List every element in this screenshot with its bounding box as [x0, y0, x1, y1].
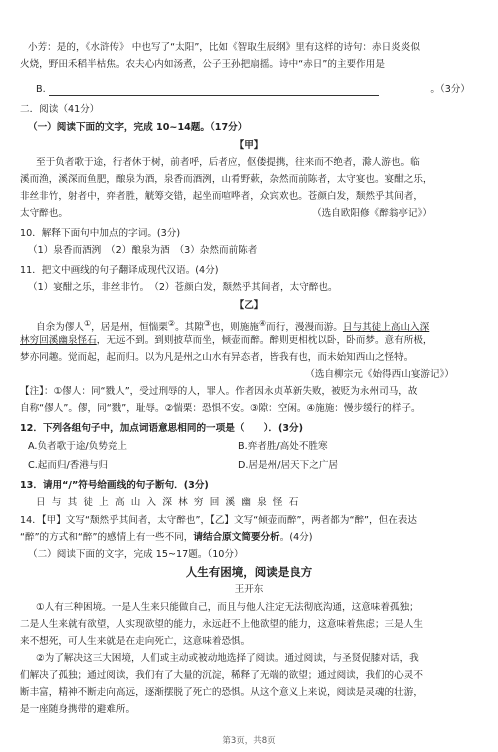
essay-author: 王开东: [234, 584, 264, 595]
essay-p2-line: 断丰富，精神不断走向高远，逐渐摆脱了死亡的恐惧。从这个意义上来说，阅读是灵魂的壮游，: [20, 687, 423, 698]
text-a-source: （选自欧阳修《醉翁亭记》）: [312, 208, 432, 219]
text-a-line: 至于负者歌于途，行者休于树，前者呼，后者应，伛偻提携，往来而不绝者，滁人游也。临: [36, 157, 420, 168]
footnote-mark: ①: [83, 319, 92, 328]
question-9b-score: 。（3分）: [430, 84, 470, 95]
text-b-fragment: 而行，漫漫而游。: [266, 322, 343, 334]
question-12: 12．下列各组句子中，加点词语意思相同的一项是（ ）．(3分): [20, 423, 304, 434]
question-11-items: （1）宴酣之乐，非丝非竹。 （2）苍颜白发，颓然乎其间者，太守醉也。: [28, 282, 338, 293]
question-13-sentence: 日与其徒上高山入深林穷回溪幽泉怪石: [36, 497, 305, 508]
text-a-line: [20, 208, 484, 220]
text-b-fragment: 也，则施施: [211, 322, 259, 334]
question-12-options-row-2: [28, 460, 484, 472]
essay-p2-line: 是一座随身携带的避难所。: [20, 704, 136, 715]
option-a: A.负者歌于途/负势竞上: [28, 441, 128, 452]
essay-p1-line: 二是人生来就有欲望，人实现欲望的能力，永远赶不上他欲望的能力，这意味着焦虑；三是人生: [20, 619, 423, 630]
question-10-items: （1）泉香而酒洌 （2）酿泉为酒 （3）杂然而前陈者: [28, 245, 258, 256]
note-line-1: 【注】：①僇人：同“戮人”，受过刑辱的人，罪人。作者因永贞革新失败，被贬为永州司马，故: [20, 386, 418, 397]
text-a-line: 非丝非竹，射者中，弈者胜，觥筹交错，起坐而喧哗者，众宾欢也。苍颜白发，颓然乎其间者，: [20, 191, 423, 202]
question-14-score: 。(4分): [279, 532, 313, 543]
page-footer: 第3页，共8页: [222, 736, 276, 746]
essay-p1-line: ①人有三种困境。一是人生来只能做自己，而且与他人注定无法彻底沟通，这意味着孤独；: [36, 602, 419, 613]
option-c: C.起而归/香港与归: [28, 460, 109, 471]
part-1-title: （一）阅读下面的文字，完成 10~14题。（17分）: [28, 122, 248, 133]
text-b-fragment: 自余为僇人: [36, 322, 84, 334]
text-b-tag: 【乙】: [234, 300, 264, 311]
question-14-emphasis: 请结合原文简要分析: [193, 532, 280, 543]
underlined-sentence: 林穷回溪幽泉怪石: [20, 335, 97, 346]
text-b-fragment: ，居是州，恒惴栗: [91, 322, 168, 334]
text-b-fragment: 。其隙: [175, 322, 204, 334]
question-9b: [36, 84, 484, 96]
option-d: D.居是州/居天下之广居: [238, 460, 339, 471]
footnote-mark: ③: [203, 319, 212, 328]
text-b-source: （选自柳宗元《始得西山宴游记》）: [305, 369, 454, 380]
text-b-fragment: ，无远不到。到则披草而坐，倾壶而醉。醉则更相枕以卧，卧而梦。意有所极，: [96, 335, 433, 346]
question-11: 11．把文中画线的句子翻译成现代汉语。(4分): [20, 265, 219, 276]
question-9b-label: B.: [36, 84, 46, 95]
text-b-line-3: 梦亦同趣。觉而起，起而归。以为凡是州之山水有异态者，皆我有也，而未始知西山之怪特。: [20, 352, 414, 363]
answer-blank[interactable]: [49, 86, 379, 96]
text-a-line: 溪而渔，溪深而鱼肥，酿泉为酒，泉香而酒洌，山肴野蔌，杂然而前陈者，太守宴也。宴酣之乐，: [20, 174, 433, 185]
text-a-tag: 【甲】: [234, 140, 264, 151]
note-line-2: 自称“僇人”。僇，同“戮”，耻辱。②惴栗：恐惧不安。③隙：空闲。④施施：慢步缓行的样子。: [20, 403, 421, 414]
question-13: 13．请用“/”符号给画线的句子断句．(3分): [20, 480, 209, 491]
underlined-sentence: 日与其徒上高山入深: [342, 322, 430, 334]
footnote-mark: ②: [167, 319, 176, 328]
option-b: B.弈者胜/高处不胜寒: [238, 441, 328, 452]
question-14-line-1: 14．【甲】文写“颓然乎其间者，太守醉也”，【乙】文写“倾壶而醉”，两者都为“醉”，但在表达: [20, 515, 417, 526]
text-b-line-2: [20, 335, 484, 347]
text-a-line-end: 太守醉也。: [20, 208, 68, 219]
text-b-line-1: [36, 318, 484, 334]
part-2-title: （二）阅读下面的文字，完成 15~17题。（10分）: [28, 549, 244, 560]
essay-p2-line: ②为了解决这三大困境，人们或主动或被动地选择了阅读。通过阅读，与圣贤促膝对话，我: [36, 653, 419, 664]
footnote-mark: ④: [258, 319, 267, 328]
question-10: 10．解释下面句中加点的字词。(3分): [20, 228, 181, 239]
intro-line-1: 小芳：是的，《水浒传》 中也写了“太阳”，比如《智取生辰纲》里有这样的诗句：赤日炎炎似: [28, 42, 420, 53]
question-12-options-row-1: [28, 441, 484, 453]
essay-p1-line: 来不想死，可人生来就是在走向死亡，这意味着恐惧。: [20, 636, 251, 647]
intro-line-2: 火烧，野田禾稻半枯焦。农夫心内如汤煮，公子王孙把扇摇。诗中“赤日”的主要作用是: [20, 59, 385, 70]
section-2-title: 二．阅读（41分）: [20, 104, 100, 115]
essay-p2-line: 们解决了孤独；通过阅读，我们有了大量的沉淀，稀释了无端的欲望；通过阅读，我们的心灵不: [20, 670, 423, 681]
question-14-line-2: [20, 532, 484, 544]
question-14-text: “醉”的方式和“醉”的感情上有一些不同，: [20, 532, 194, 543]
essay-title: 人生有困境，阅读是良方: [185, 565, 313, 579]
